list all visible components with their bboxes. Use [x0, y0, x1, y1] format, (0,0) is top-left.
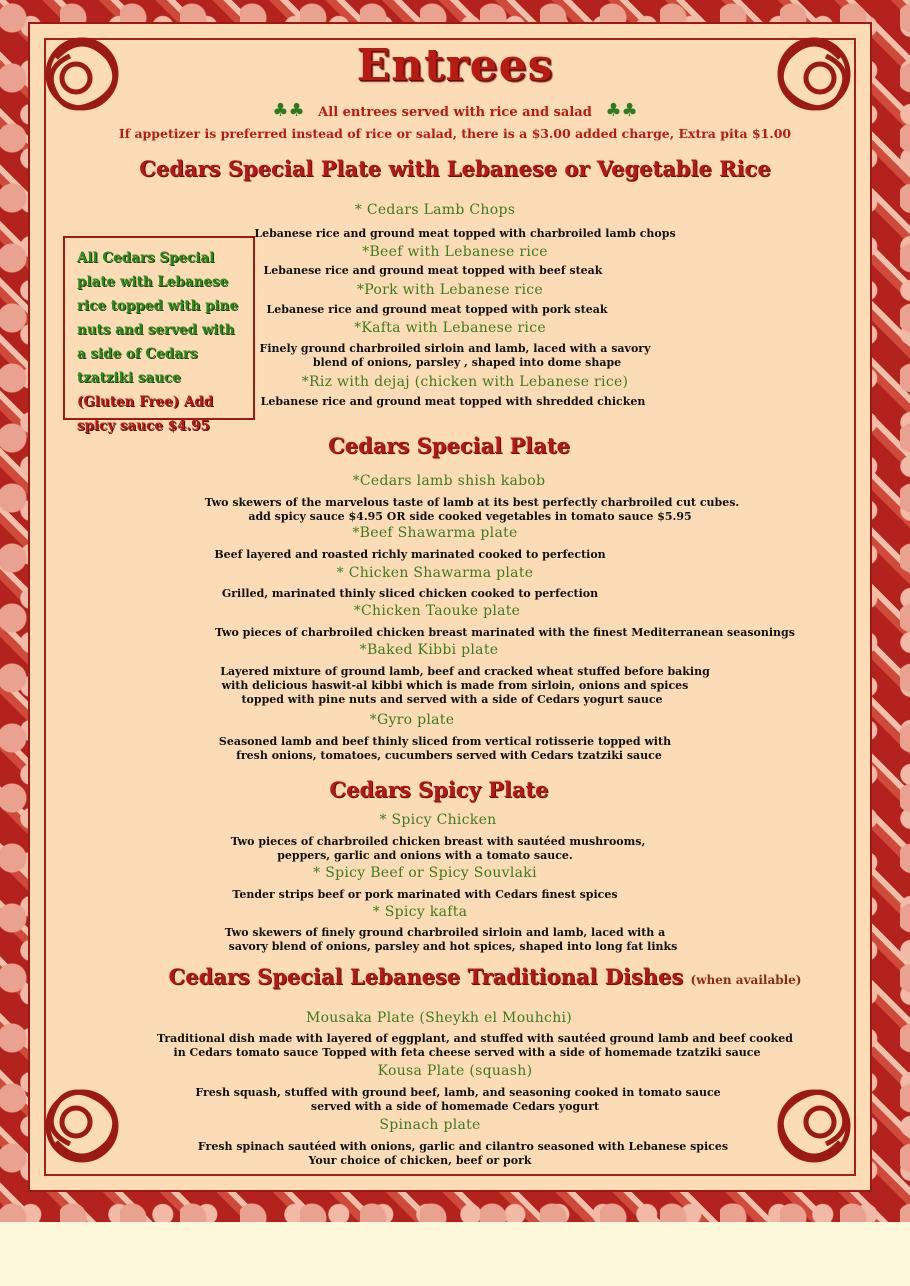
menu-item-name: *Kafta with Lebanese rice — [354, 320, 546, 336]
gluten-free-box — [63, 236, 255, 434]
menu-item-desc: Lebanese rice and ground meat topped with beef steak — [263, 264, 603, 277]
section-title-text: Cedars Special Lebanese Traditional Dishes — [168, 964, 684, 989]
menu-item-name: Spinach plate — [379, 1117, 481, 1133]
menu-item-desc: Lebanese rice and ground meat topped with shredded chicken — [260, 395, 646, 408]
menu-item-name: *Cedars lamb shish kabob — [352, 473, 546, 489]
spicy-sauce-label: Add spicy sauce $4.95 — [77, 394, 214, 434]
menu-item-desc: Fresh spinach sautéed with onions, garlic and cilantro seasoned with Lebanese spices — [197, 1140, 729, 1153]
menu-item-desc: savory blend of onions, parsley and hot spices, shaped into long fat links — [228, 940, 678, 953]
menu-item-desc: Two skewers of finely ground charbroiled sirloin and lamb, laced with a — [224, 926, 666, 939]
page-title: Entrees — [356, 40, 554, 91]
menu-item-desc: fresh onions, tomatoes, cucumbers served with Cedars tzatziki sauce — [236, 749, 662, 762]
menu-item-name: *Chicken Taouke plate — [353, 603, 521, 619]
menu-item-name: *Riz with dejaj (chicken with Lebanese rice) — [301, 374, 629, 390]
menu-item-name: Mousaka Plate (Sheykh el Mouhchi) — [305, 1010, 573, 1026]
section-title: Cedars Special Plate — [328, 433, 570, 458]
menu-item-desc: in Cedars tomato sauce Topped with feta cheese served with a side of homemade tzatziki sauce — [173, 1046, 761, 1059]
menu-item-name: Kousa Plate (squash) — [377, 1063, 533, 1079]
menu-item-desc: Grilled, marinated thinly sliced chicken cooked to perfection — [221, 587, 599, 600]
availability-note: (when available) — [690, 973, 802, 987]
menu-item-name: * Spicy Chicken — [379, 812, 497, 828]
menu-item-desc: Two pieces of charbroiled chicken breast with sautéed mushrooms, — [230, 835, 646, 848]
subtitle-text: All entrees served with rice and salad — [318, 105, 592, 120]
menu-item-desc: Seasoned lamb and beef thinly sliced from vertical rotisserie topped with — [218, 735, 672, 748]
menu-item-desc: Layered mixture of ground lamb, beef and cracked wheat stuffed before baking — [220, 665, 710, 678]
menu-item-desc: Finely ground charbroiled sirloin and lamb, laced with a savory — [259, 342, 651, 355]
menu-item-desc: Traditional dish made with layered of eggplant, and stuffed with sautéed ground lamb and beef cooked — [157, 1032, 793, 1045]
clover-icon: ♣♣ — [605, 100, 638, 121]
clover-icon: ♣♣ — [272, 100, 305, 121]
subtitle-line — [0, 100, 910, 121]
menu-item-desc: Two skewers of the marvelous taste of lamb at its best perfectly charbroiled cut cubes. — [204, 496, 740, 509]
menu-item-desc: Fresh squash, stuffed with ground beef, lamb, and seasoning cooked in tomato sauce — [195, 1086, 721, 1099]
menu-item-desc: Two pieces of charbroiled chicken breast marinated with the finest Mediterranean seasonings — [215, 626, 795, 639]
menu-item-name: *Beef with Lebanese rice — [362, 244, 548, 260]
menu-item-desc: add spicy sauce $4.95 OR side cooked vegetables in tomato sauce $5.95 — [248, 510, 692, 523]
menu-item-name: *Beef Shawarma plate — [352, 525, 518, 541]
menu-item-desc: Beef layered and roasted richly marinated cooked to perfection — [214, 548, 606, 561]
menu-item-desc: served with a side of homemade Cedars yogurt — [310, 1100, 600, 1113]
menu-item-name: * Spicy kafta — [372, 904, 468, 920]
menu-item-desc: Tender strips beef or pork marinated with Cedars finest spices — [232, 888, 618, 901]
section-title: Cedars Special Plate with Lebanese or Vegetable Rice — [139, 156, 771, 181]
menu-item-name: * Spicy Beef or Spicy Souvlaki — [313, 865, 537, 881]
appetizer-note: If appetizer is preferred instead of rice or salad, there is a $3.00 added charge, Extra pita $1.00 — [118, 126, 792, 141]
menu-item-desc: topped with pine nuts and served with a side of Cedars yogurt sauce — [241, 693, 663, 706]
menu-item-desc: Lebanese rice and ground meat topped with charbroiled lamb chops — [254, 227, 676, 240]
section-title — [30, 964, 910, 989]
menu-item-name: *Gyro plate — [369, 712, 455, 728]
menu-item-desc: peppers, garlic and onions with a tomato sauce. — [277, 849, 573, 862]
menu-item-desc: with delicious haswit-al kibbi which is made from sirloin, onions and spices — [221, 679, 689, 692]
side-box-text: All Cedars Special plate with Lebanese rice topped with pine nuts and served with a side of Cedars tzatziki sauce — [77, 250, 239, 386]
gluten-free-label: (Gluten Free) — [77, 394, 180, 410]
menu-item-name: *Baked Kibbi plate — [359, 642, 499, 658]
menu-item-desc: Your choice of chicken, beef or pork — [308, 1154, 532, 1167]
menu-item-desc: Lebanese rice and ground meat topped with pork steak — [266, 303, 608, 316]
section-title: Cedars Spicy Plate — [329, 777, 549, 802]
menu-item-name: * Cedars Lamb Chops — [354, 202, 516, 218]
menu-item-name: *Pork with Lebanese rice — [356, 282, 544, 298]
menu-item-desc: blend of onions, parsley , shaped into dome shape — [312, 356, 622, 369]
menu-item-name: * Chicken Shawarma plate — [336, 565, 534, 581]
